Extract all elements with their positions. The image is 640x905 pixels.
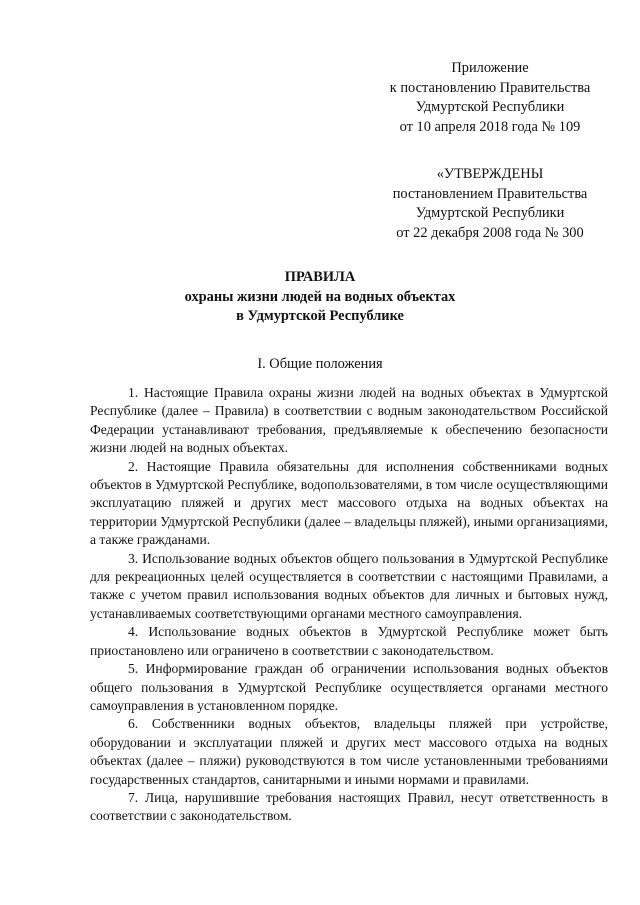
paragraph: 1. Настоящие Правила охраны жизни людей на водных объектах в Удмуртской Республике (далее – Правила) в соответствии с водным законодательством Российской Федерации устанавливают требования, предъявляемые к обеспечению безопасности жизни людей на водных объектах. [90, 385, 608, 456]
approved-line: от 22 декабря 2008 года № 300 [396, 224, 584, 241]
paragraph: 6. Собственники водных объектов, владельцы пляжей при устройстве, оборудовании и эксплуатации пляжей и других мест массового отдыха на водных объектах (далее – пляжи) руководствуются в том числе установленными требованиями государственных стандартов, санитарными и иными нормами и правилами. [90, 716, 608, 787]
title-line: в Удмуртской Республике [236, 308, 404, 325]
appendix-line: Удмуртской Республики [415, 99, 565, 116]
paragraph: 5. Информирование граждан об ограничении использования водных объектов общего пользования в Удмуртской Республике осуществляется органами местного самоуправления в установленном порядке. [90, 661, 608, 713]
paragraph: 7. Лица, нарушившие требования настоящих Правил, несут ответственность в соответствии с законодательством. [90, 789, 608, 824]
approved-line: Удмуртской Республики [415, 205, 565, 222]
document-body [90, 384, 608, 826]
approved-stamp [360, 165, 620, 243]
document-title [0, 268, 640, 327]
section-heading: I. Общие положения [257, 356, 383, 372]
paragraph: 2. Настоящие Правила обязательны для исполнения собственниками водных объектов в Удмуртской Республике, водопользователями, в том числе осуществляющими эксплуатацию пляжей и других мест массового отдыха на водных объектах на территории Удмуртской Республики (далее – владельцы пляжей), иными организациями, а также гражданами. [90, 458, 608, 548]
appendix-line: к постановлению Правительства [389, 79, 591, 96]
appendix-header [360, 59, 620, 137]
approved-line: «УТВЕРЖДЕНЫ [436, 166, 544, 182]
appendix-line: от 10 апреля 2018 года № 109 [399, 118, 581, 135]
approved-line: постановлением Правительства [392, 185, 588, 202]
paragraph: 3. Использование водных объектов общего пользования в Удмуртской Республике для рекреационных целей осуществляется в соответствии с настоящими Правилами, а также с учетом правил использования водных объектов для личных и бытовых нужд, устанавливаемых соответствующими органами местного самоуправления. [90, 550, 608, 621]
paragraph: 4. Использование водных объектов в Удмуртской Республике может быть приостановлено или ограничено в соответствии с законодательством. [90, 624, 608, 658]
title-line: ПРАВИЛА [284, 269, 356, 285]
appendix-line: Приложение [451, 60, 529, 76]
title-line: охраны жизни людей на водных объектах [184, 288, 456, 305]
